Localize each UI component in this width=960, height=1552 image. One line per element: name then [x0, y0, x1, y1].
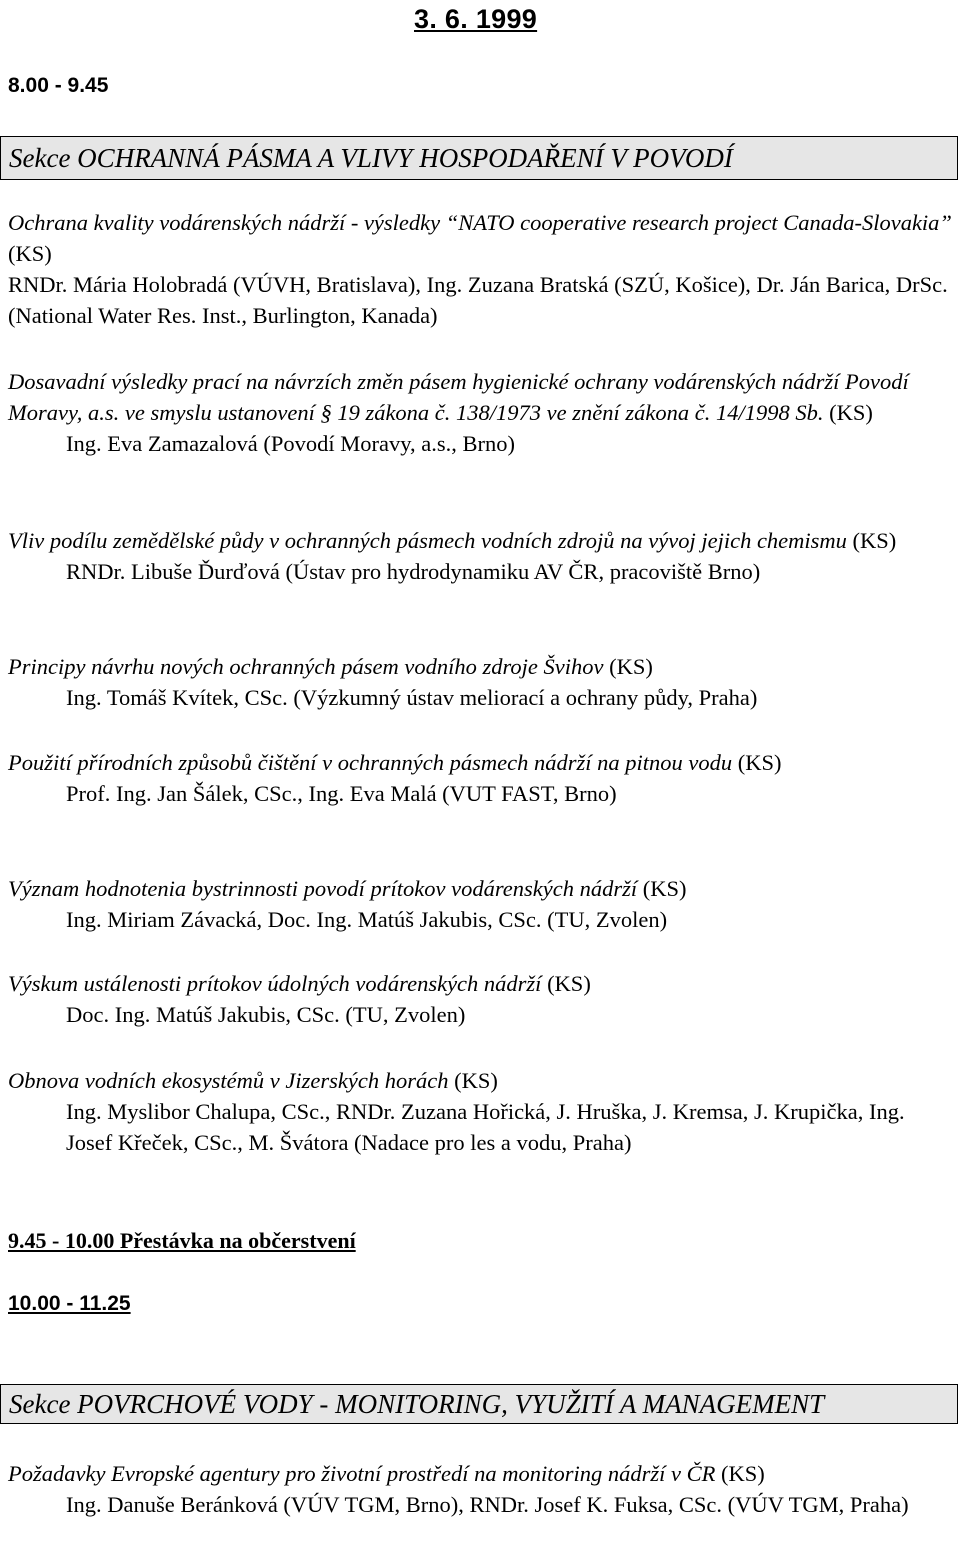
- time-slot-1: 8.00 - 9.45: [8, 74, 109, 97]
- talk-title: Vliv podílu zemědělské půdy v ochranných pásmech vodních zdrojů na vývoj jejich chemismu: [8, 528, 847, 553]
- talk-title: Ochrana kvality vodárenských nádrží - výsledky “NATO cooperative research project Canada-Slovakia”: [8, 210, 952, 235]
- section-heading-2: Sekce POVRCHOVÉ VODY - MONITORING, VYUŽITÍ A MANAGEMENT: [0, 1384, 958, 1424]
- talk-authors: Doc. Ing. Matúš Jakubis, CSc. (TU, Zvolen): [66, 1002, 466, 1027]
- break-notice: 9.45 - 10.00 Přestávka na občerstvení: [8, 1228, 356, 1253]
- talk-title: Dosavadní výsledky prací na návrzích změn pásem hygienické ochrany vodárenských nádrží Povodí Moravy, a.s. ve smyslu ustanovení § 19 zákona č. 138/1973 ve znění zákona č. 14/1998 Sb.: [8, 369, 909, 425]
- talk-title: Principy návrhu nových ochranných pásem vodního zdroje Švihov: [8, 654, 604, 679]
- talk-title: Význam hodnotenia bystrinnosti povodí prítokov vodárenských nádrží: [8, 876, 638, 901]
- talk-title: Výskum ustálenosti prítokov údolných vodárenských nádrží: [8, 971, 542, 996]
- talk-tag: (KS): [609, 654, 653, 679]
- talk-authors: Prof. Ing. Jan Šálek, CSc., Ing. Eva Malá (VUT FAST, Brno): [66, 781, 617, 806]
- talk-authors: Ing. Miriam Závacká, Doc. Ing. Matúš Jakubis, CSc. (TU, Zvolen): [66, 907, 668, 932]
- talk-tag: (KS): [8, 241, 52, 266]
- talk-tag: (KS): [829, 400, 873, 425]
- talk-7: [8, 968, 953, 1030]
- talk-8: [8, 1065, 953, 1158]
- talk-4: [8, 651, 953, 713]
- talk-tag: (KS): [852, 528, 897, 553]
- section-heading-1: Sekce OCHRANNÁ PÁSMA A VLIVY HOSPODAŘENÍ V POVODÍ: [0, 136, 958, 180]
- talk-authors: Ing. Eva Zamazalová (Povodí Moravy, a.s., Brno): [66, 431, 516, 456]
- talk-tag: (KS): [547, 971, 591, 996]
- talk-2: [8, 366, 953, 459]
- talk-5: [8, 747, 953, 809]
- talk-3: [8, 525, 953, 587]
- talk-title: Požadavky Evropské agentury pro životní prostředí na monitoring nádrží v ČR: [8, 1461, 716, 1486]
- talk-tag: (KS): [642, 876, 687, 901]
- talk-title: Obnova vodních ekosystémů v Jizerských horách: [8, 1068, 449, 1093]
- talk-authors: Ing. Danuše Beránková (VÚV TGM, Brno), RNDr. Josef K. Fuksa, CSc. (VÚV TGM, Praha): [66, 1492, 909, 1517]
- talk-authors: RNDr. Libuše Ďurďová (Ústav pro hydrodynamiku AV ČR, pracoviště Brno): [66, 559, 761, 584]
- talk-title: Použití přírodních způsobů čištění v ochranných pásmech nádrží na pitnou vodu: [8, 750, 733, 775]
- talk-tag: (KS): [721, 1461, 765, 1486]
- talk-authors: Ing. Tomáš Kvítek, CSc. (Výzkumný ústav meliorací a ochrany půdy, Praha): [66, 685, 758, 710]
- talk-6: [8, 873, 953, 935]
- talk-authors: Ing. Myslibor Chalupa, CSc., RNDr. Zuzana Hořická, J. Hruška, J. Kremsa, J. Krupička, Ing. Josef Křeček, CSc., M. Švátora (Nadace pro les a vodu, Praha): [66, 1099, 905, 1155]
- time-slot-2: 10.00 - 11.25: [8, 1292, 131, 1315]
- talk-1: [8, 207, 953, 331]
- program-date: 3. 6. 1999: [414, 4, 538, 34]
- talk-tag: (KS): [454, 1068, 498, 1093]
- talk-authors: RNDr. Mária Holobradá (VÚVH, Bratislava), Ing. Zuzana Bratská (SZÚ, Košice), Dr. Ján Barica, DrSc. (National Water Res. Inst., Burlington, Kanada): [8, 272, 948, 328]
- talk-tag: (KS): [737, 750, 782, 775]
- talk-9: [8, 1458, 953, 1520]
